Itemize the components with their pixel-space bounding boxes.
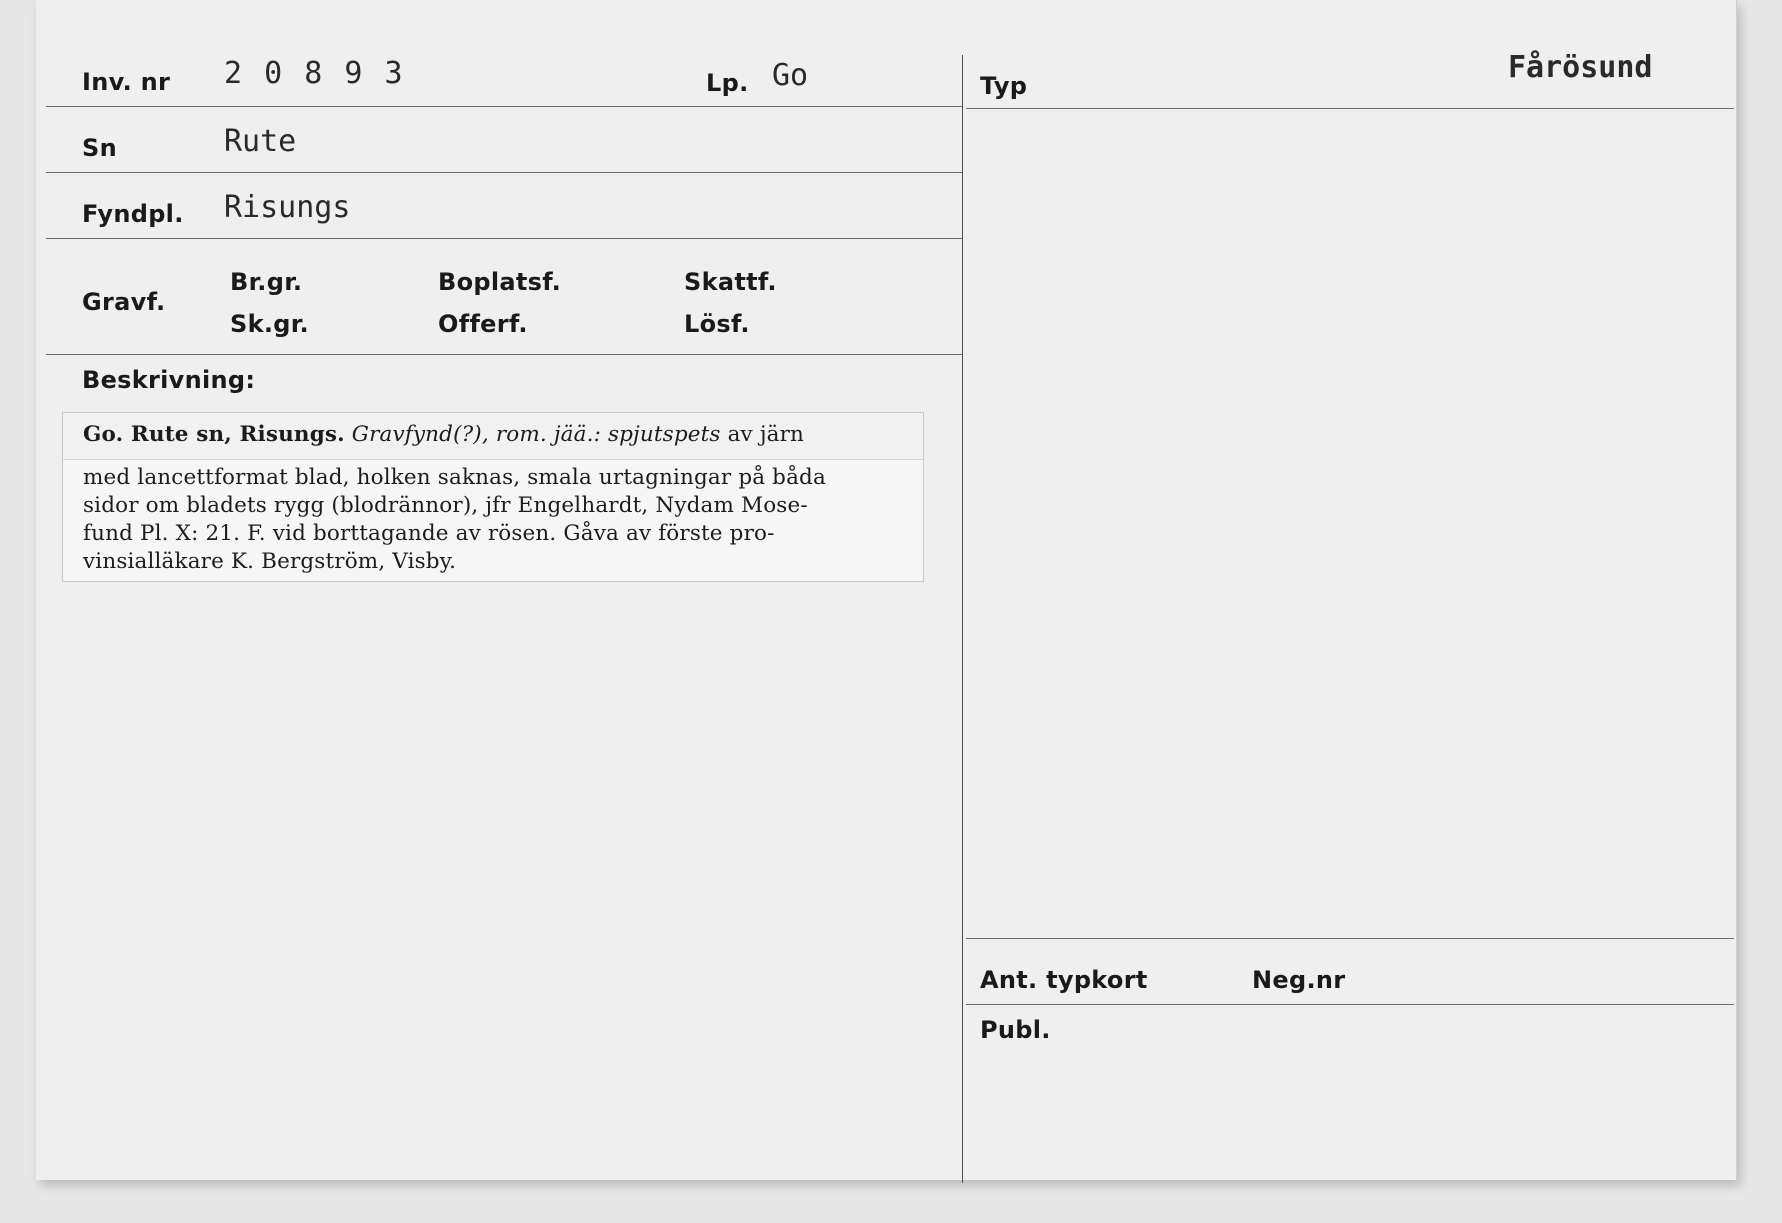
losf-label: Lösf. (684, 310, 750, 338)
fyndpl-value: Risungs (224, 190, 351, 225)
lp-value: Go (772, 58, 809, 93)
description-line-2: med lancettformat blad, holken saknas, smala urtagningar på båda (83, 465, 826, 490)
fyndpl-label: Fyndpl. (82, 200, 184, 228)
description-heading: Go. Rute sn, Risungs. (83, 422, 345, 447)
beskrivning-label: Beskrivning: (82, 366, 256, 394)
skattf-label: Skattf. (684, 268, 777, 296)
skgr-label: Sk.gr. (230, 310, 309, 338)
description-line-4: fund Pl. X: 21. F. vid borttagande av rösen. Gåva av förste pro- (83, 521, 775, 546)
inv-nr-label: Inv. nr (82, 68, 171, 96)
gravf-label: Gravf. (82, 288, 166, 316)
typ-label: Typ (980, 72, 1028, 100)
description-line-3: sidor om bladets rygg (blodrännor), jfr Engelhardt, Nydam Mose- (83, 493, 808, 518)
description-slip (62, 412, 924, 582)
rule-fyndpl (46, 238, 962, 239)
inv-nr-value: 2 0 8 9 3 (224, 56, 405, 91)
offerf-label: Offerf. (438, 310, 528, 338)
description-find-type: Gravfynd(?), rom. jää.: spjutspets (351, 422, 721, 447)
description-material: av järn (727, 422, 805, 447)
rule-sn (46, 172, 962, 173)
ant-typkort-label: Ant. typkort (980, 966, 1148, 994)
description-line-1 (83, 422, 804, 447)
rule-gravf (46, 354, 962, 355)
catalog-card (36, 0, 1737, 1180)
location-stamp: Fårösund (1508, 50, 1653, 85)
description-line-5: vinsialläkare K. Bergström, Visby. (83, 549, 457, 574)
rule-inv (46, 106, 962, 107)
column-divider (962, 55, 963, 1183)
brgr-label: Br.gr. (230, 268, 303, 296)
publ-label: Publ. (980, 1016, 1051, 1044)
negnr-label: Neg.nr (1252, 966, 1346, 994)
lp-label: Lp. (706, 69, 749, 97)
rule-footer-mid (966, 1004, 1734, 1005)
rule-footer-top (966, 938, 1734, 939)
rule-typ (966, 108, 1734, 109)
boplatsf-label: Boplatsf. (438, 268, 562, 296)
sn-label: Sn (82, 134, 117, 162)
sn-value: Rute (224, 124, 297, 159)
